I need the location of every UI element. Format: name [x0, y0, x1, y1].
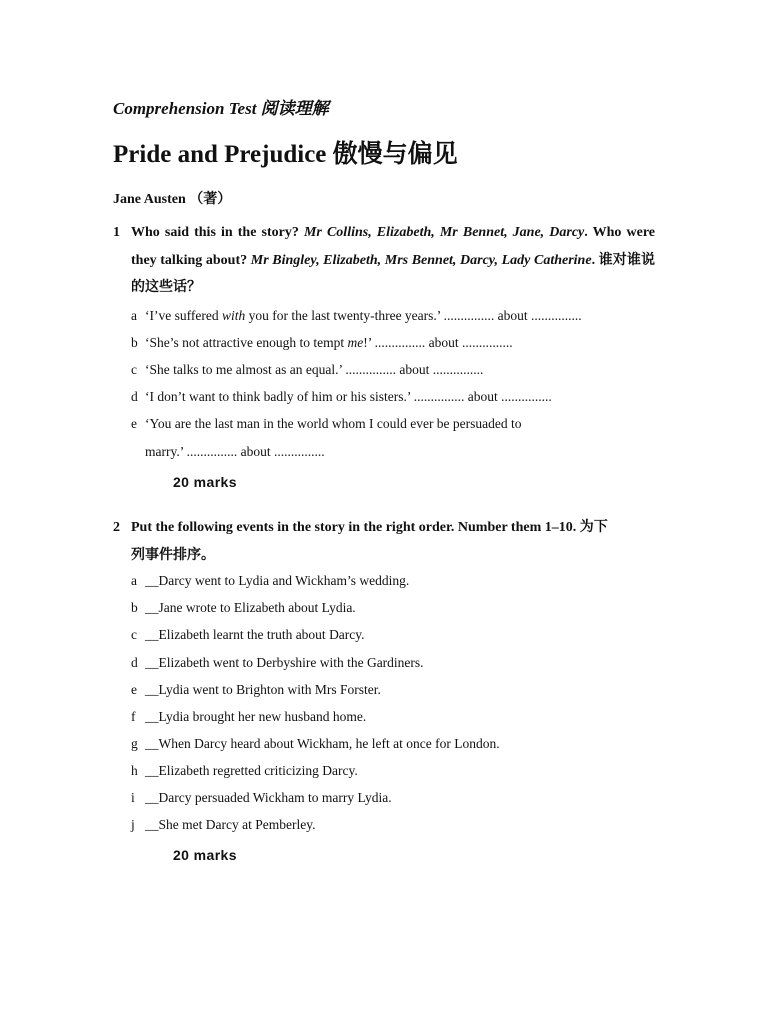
- item-label: h: [131, 763, 138, 778]
- item-text: __Lydia brought her new husband home.: [145, 709, 367, 724]
- item-text: __When Darcy heard about Wickham, he left at once for London.: [145, 736, 500, 751]
- q1-subjects: Mr Bingley, Elizabeth, Mrs Bennet, Darcy, Lady Catherine: [250, 252, 592, 268]
- item-label: e: [131, 682, 137, 697]
- item-text-part: you for the last twenty-three years.’ ............... about ...............: [245, 308, 582, 323]
- q1-marks: 20 marks: [173, 474, 237, 490]
- item-label: d: [131, 655, 138, 670]
- question-1-prompt: [131, 219, 655, 302]
- item-text: [145, 308, 582, 324]
- item-emphasis: with: [221, 308, 246, 323]
- item-label: e: [131, 416, 137, 431]
- question-1-number: 1: [113, 225, 120, 240]
- q1-speakers: Mr Collins, Elizabeth, Mr Bennet, Jane, Darcy: [303, 225, 585, 240]
- item-label: c: [131, 362, 137, 377]
- q1-item-e-continuation: marry.’ ............... about ...............: [145, 444, 325, 459]
- item-label: f: [131, 709, 136, 724]
- item-text: __Elizabeth learnt the truth about Darcy.: [145, 627, 365, 642]
- section-subtitle: Comprehension Test 阅读理解: [113, 99, 329, 118]
- q2-marks: 20 marks: [173, 847, 237, 863]
- item-text-part: !’ ............... about ...............: [363, 335, 513, 350]
- question-2-prompt: [131, 514, 655, 569]
- item-label: a: [131, 573, 137, 588]
- item-label: a: [131, 308, 137, 323]
- q2-prompt-line-2: 列事件排序。: [131, 547, 215, 563]
- author-line: Jane Austen （著）: [113, 192, 232, 207]
- item-text: ‘You are the last man in the world whom I could ever be persuaded to: [145, 416, 522, 431]
- q1-prompt-part: . Who were they talking about?: [131, 225, 656, 268]
- item-text: __Jane wrote to Elizabeth about Lydia.: [145, 600, 356, 615]
- item-text: __Elizabeth regretted criticizing Darcy.: [145, 763, 358, 778]
- q1-prompt-part: . 谁对谁说的这些话？: [131, 252, 655, 295]
- item-text-part: ‘She’s not attractive enough to tempt: [145, 335, 348, 350]
- item-text: __She met Darcy at Pemberley.: [145, 817, 316, 832]
- page-title: Pride and Prejudice 傲慢与偏见: [113, 141, 458, 168]
- q2-prompt-line-1: Put the following events in the story in the right order. Number them 1–10. 为下: [131, 520, 608, 535]
- item-text: __Lydia went to Brighton with Mrs Forster.: [145, 682, 381, 697]
- item-text: ‘I don’t want to think badly of him or his sisters.’ ............... about ...............: [145, 389, 552, 404]
- item-label: c: [131, 627, 137, 642]
- item-label: d: [131, 389, 138, 404]
- item-label: j: [131, 817, 135, 832]
- item-label: g: [131, 736, 138, 751]
- item-label: i: [131, 790, 135, 805]
- item-text: __Darcy went to Lydia and Wickham’s wedding.: [145, 573, 410, 588]
- item-text: ‘She talks to me almost as an equal.’ ............... about ...............: [145, 362, 484, 377]
- item-label: b: [131, 335, 138, 350]
- q1-prompt-part: Who said this in the story?: [131, 225, 304, 240]
- item-text: [145, 335, 513, 351]
- item-text-part: ‘I’ve suffered: [145, 308, 222, 323]
- item-emphasis: me: [347, 335, 364, 350]
- item-label: b: [131, 600, 138, 615]
- item-text: __Darcy persuaded Wickham to marry Lydia.: [145, 790, 392, 805]
- item-text: __Elizabeth went to Derbyshire with the Gardiners.: [145, 655, 424, 670]
- question-2-number: 2: [113, 520, 120, 535]
